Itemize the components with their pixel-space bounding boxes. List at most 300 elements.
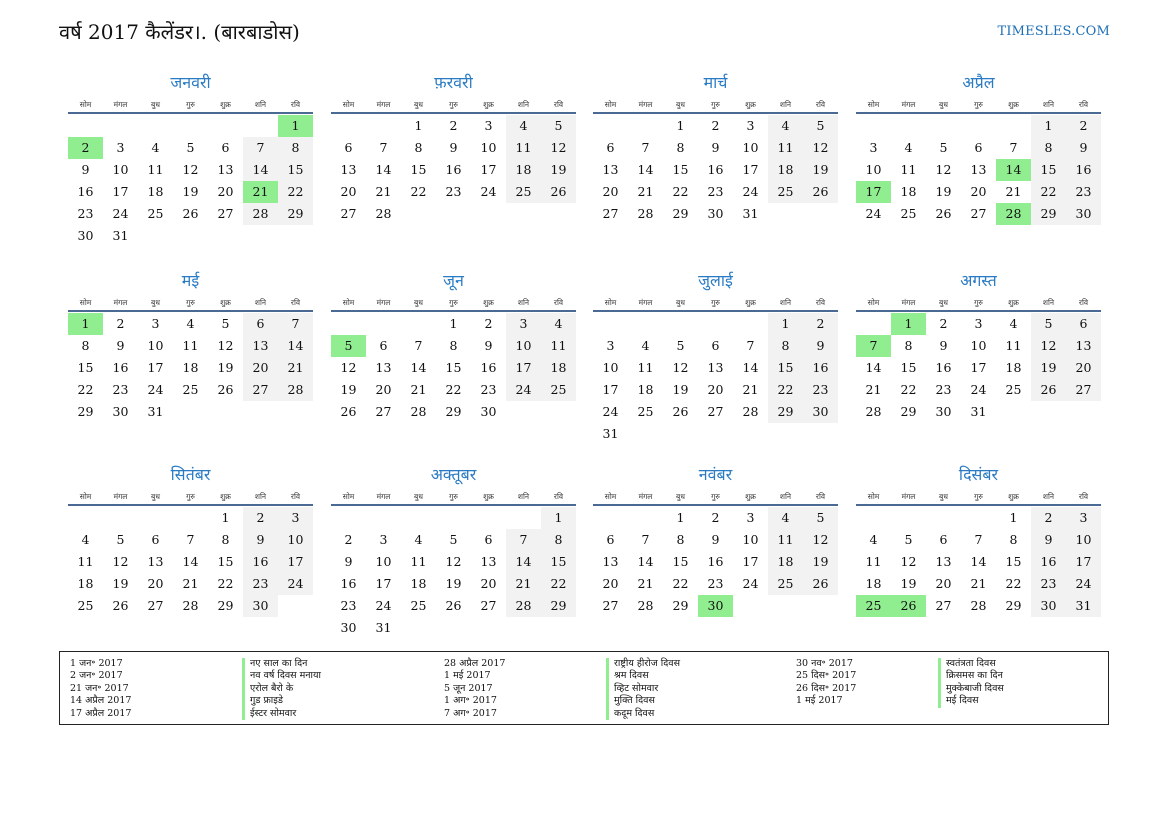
weekday-label: शुक्र: [1008, 298, 1019, 307]
day-cell: 17: [278, 551, 313, 573]
weekday-label: बुध: [939, 298, 948, 307]
legend-names-col-3: [938, 658, 1004, 708]
day-cell: 24: [375, 598, 392, 613]
empty-cell: [208, 115, 243, 137]
weekday-label: शनि: [1042, 298, 1055, 307]
month-title: अगस्त: [960, 271, 997, 290]
month-block: [68, 270, 313, 423]
weekday-label: बुध: [151, 492, 160, 501]
weekday-label: गुरु: [711, 492, 720, 501]
day-cell: 13: [602, 554, 619, 569]
day-cell: 2: [116, 316, 125, 331]
day-cell: 11: [182, 338, 199, 353]
weekday-label: रवि: [1078, 492, 1089, 501]
day-cell: 14: [970, 554, 987, 569]
day-cell: 23: [707, 184, 724, 199]
day-cell: 24: [602, 404, 619, 419]
month-title: अप्रैल: [962, 73, 995, 92]
day-cell: 8: [81, 338, 90, 353]
day-cell: 26: [445, 598, 462, 613]
weekday-label: रवि: [553, 492, 564, 501]
day-cell: 1: [278, 115, 313, 137]
weekday-label: शुक्र: [745, 298, 756, 307]
weekday-label: मंगल: [901, 100, 916, 109]
day-cell: 5: [541, 115, 576, 137]
day-cell: 26: [1031, 379, 1066, 401]
day-cell: 14: [865, 360, 882, 375]
day-cell: 22: [672, 184, 689, 199]
day-grid: [856, 507, 1101, 617]
day-cell: 13: [1066, 335, 1101, 357]
day-cell: 21: [637, 576, 654, 591]
day-cell: 25: [541, 379, 576, 401]
day-cell: 3: [506, 313, 541, 335]
day-cell: 29: [217, 598, 234, 613]
day-grid: [856, 115, 1101, 225]
day-cell: 3: [746, 510, 755, 525]
month-title: जनवरी: [170, 73, 211, 92]
holiday-date: 25 दिस॰ 2017: [796, 670, 857, 682]
day-cell: 7: [856, 335, 891, 357]
weekday-label: शनि: [517, 298, 530, 307]
day-cell: 17: [742, 162, 759, 177]
empty-cell: [628, 115, 663, 137]
day-cell: 5: [449, 532, 458, 547]
day-cell: 14: [637, 162, 654, 177]
day-cell: 17: [375, 576, 392, 591]
empty-cell: [401, 313, 436, 335]
weekday-label: शुक्र: [220, 492, 231, 501]
day-cell: 27: [147, 598, 164, 613]
holiday-date: 26 दिस॰ 2017: [796, 682, 857, 694]
day-cell: 17: [742, 554, 759, 569]
day-cell: 23: [243, 573, 278, 595]
day-grid: [856, 313, 1101, 423]
weekday-label: बुध: [676, 100, 685, 109]
weekday-header: [68, 490, 313, 506]
day-cell: 3: [116, 140, 125, 155]
day-cell: 6: [606, 140, 615, 155]
day-cell: 6: [344, 140, 353, 155]
legend-dates-col-3: [796, 658, 856, 708]
day-cell: 20: [217, 184, 234, 199]
day-cell: 26: [803, 181, 838, 203]
day-cell: 16: [112, 360, 129, 375]
weekday-label: गुरु: [186, 492, 195, 501]
day-grid: [331, 313, 576, 423]
weekday-label: रवि: [815, 492, 826, 501]
month-block: [856, 270, 1101, 423]
day-cell: 24: [147, 382, 164, 397]
legend-dates-col-1: [70, 658, 131, 720]
day-cell: 21: [970, 576, 987, 591]
day-cell: 14: [182, 554, 199, 569]
day-cell: 8: [221, 532, 230, 547]
weekday-label: बुध: [939, 492, 948, 501]
day-cell: 19: [112, 576, 129, 591]
weekday-label: शनि: [254, 492, 267, 501]
day-cell: 2: [1066, 115, 1101, 137]
day-cell: 28: [410, 404, 427, 419]
weekday-label: मंगल: [376, 100, 391, 109]
day-cell: 5: [221, 316, 230, 331]
weekday-label: मंगल: [113, 298, 128, 307]
day-cell: 18: [865, 576, 882, 591]
day-cell: 26: [340, 404, 357, 419]
day-cell: 9: [939, 338, 948, 353]
day-cell: 2: [344, 532, 353, 547]
day-cell: 11: [147, 162, 164, 177]
month-block: [68, 464, 313, 617]
day-cell: 30: [77, 228, 94, 243]
day-cell: 10: [865, 162, 882, 177]
day-cell: 15: [410, 162, 427, 177]
day-cell: 3: [379, 532, 388, 547]
weekday-label: बुध: [414, 492, 423, 501]
day-cell: 14: [996, 159, 1031, 181]
day-cell: 12: [900, 554, 917, 569]
weekday-label: रवि: [290, 100, 301, 109]
holiday-date: 1 जन॰ 2017: [70, 658, 123, 669]
day-cell: 22: [445, 382, 462, 397]
empty-cell: [733, 313, 768, 335]
day-cell: 31: [112, 228, 129, 243]
day-cell: 5: [116, 532, 125, 547]
month-title: अक्तूबर: [430, 465, 477, 484]
day-cell: 23: [77, 206, 94, 221]
day-cell: 14: [506, 551, 541, 573]
holiday-date: 2 जन॰ 2017: [70, 670, 123, 682]
day-cell: 19: [900, 576, 917, 591]
day-cell: 11: [541, 335, 576, 357]
day-cell: 29: [672, 598, 689, 613]
day-cell: 4: [768, 115, 803, 137]
day-cell: 30: [1031, 595, 1066, 617]
day-grid: [68, 507, 313, 617]
holiday-date: 30 नव॰ 2017: [796, 658, 853, 669]
day-cell: 7: [278, 313, 313, 335]
month-block: [593, 464, 838, 617]
month-title: जून: [443, 271, 464, 290]
day-cell: 23: [1066, 181, 1101, 203]
weekday-label: सोम: [867, 100, 880, 109]
day-cell: 20: [602, 576, 619, 591]
day-cell: 1: [541, 507, 576, 529]
day-cell: 20: [1066, 357, 1101, 379]
day-cell: 21: [375, 184, 392, 199]
site-link[interactable]: TIMESLES.COM: [997, 24, 1110, 39]
day-cell: 29: [445, 404, 462, 419]
weekday-label: शनि: [779, 492, 792, 501]
day-cell: 8: [414, 140, 423, 155]
day-cell: 2: [939, 316, 948, 331]
day-cell: 22: [217, 576, 234, 591]
day-cell: 6: [379, 338, 388, 353]
day-cell: 21: [742, 382, 759, 397]
holiday-name: श्रम दिवस: [606, 670, 680, 682]
day-cell: 10: [742, 140, 759, 155]
day-cell: 23: [1031, 573, 1066, 595]
day-cell: 19: [803, 159, 838, 181]
weekday-label: रवि: [290, 298, 301, 307]
day-cell: 15: [1005, 554, 1022, 569]
day-grid: [593, 115, 838, 225]
day-cell: 29: [77, 404, 94, 419]
day-cell: 8: [768, 335, 803, 357]
weekday-label: सोम: [79, 298, 92, 307]
day-cell: 21: [1005, 184, 1022, 199]
day-cell: 20: [970, 184, 987, 199]
day-cell: 18: [900, 184, 917, 199]
day-cell: 25: [410, 598, 427, 613]
day-cell: 25: [1005, 382, 1022, 397]
day-cell: 2: [803, 313, 838, 335]
day-cell: 16: [935, 360, 952, 375]
month-block: [331, 72, 576, 225]
weekday-label: शुक्र: [483, 298, 494, 307]
weekday-label: शुक्र: [220, 100, 231, 109]
day-cell: 16: [77, 184, 94, 199]
weekday-label: सोम: [867, 492, 880, 501]
day-cell: 7: [641, 140, 650, 155]
day-cell: 6: [711, 338, 720, 353]
day-cell: 12: [803, 529, 838, 551]
day-cell: 2: [449, 118, 458, 133]
day-cell: 13: [480, 554, 497, 569]
empty-cell: [173, 115, 208, 137]
day-cell: 14: [637, 554, 654, 569]
day-cell: 26: [803, 573, 838, 595]
day-cell: 4: [904, 140, 913, 155]
day-cell: 4: [768, 507, 803, 529]
day-cell: 28: [182, 598, 199, 613]
weekday-label: रवि: [553, 100, 564, 109]
weekday-label: शुक्र: [220, 298, 231, 307]
holiday-name: कदूम दिवस: [606, 708, 680, 720]
weekday-label: शुक्र: [1008, 492, 1019, 501]
day-cell: 6: [243, 313, 278, 335]
day-cell: 22: [768, 379, 803, 401]
day-cell: 5: [1031, 313, 1066, 335]
day-cell: 28: [637, 206, 654, 221]
empty-cell: [593, 507, 628, 529]
empty-cell: [961, 507, 996, 529]
day-cell: 30: [935, 404, 952, 419]
day-cell: 15: [768, 357, 803, 379]
empty-cell: [366, 115, 401, 137]
day-cell: 27: [1066, 379, 1101, 401]
weekday-label: गुरु: [974, 100, 983, 109]
day-cell: 30: [340, 620, 357, 635]
day-cell: 12: [445, 554, 462, 569]
weekday-label: सोम: [867, 298, 880, 307]
holiday-name: नव वर्ष दिवस मनाया: [242, 670, 321, 682]
day-cell: 31: [742, 206, 759, 221]
day-cell: 19: [1031, 357, 1066, 379]
day-cell: 19: [445, 576, 462, 591]
day-cell: 31: [602, 426, 619, 441]
empty-cell: [663, 313, 698, 335]
day-cell: 18: [541, 357, 576, 379]
day-cell: 8: [449, 338, 458, 353]
weekday-label: शुक्र: [1008, 100, 1019, 109]
empty-cell: [926, 507, 961, 529]
day-cell: 28: [278, 379, 313, 401]
day-cell: 14: [410, 360, 427, 375]
day-cell: 19: [182, 184, 199, 199]
day-cell: 26: [112, 598, 129, 613]
day-cell: 13: [340, 162, 357, 177]
day-cell: 4: [186, 316, 195, 331]
day-cell: 22: [541, 573, 576, 595]
day-cell: 1: [449, 316, 458, 331]
day-cell: 27: [480, 598, 497, 613]
month-title: सितंबर: [170, 465, 211, 484]
empty-cell: [366, 507, 401, 529]
day-cell: 15: [278, 159, 313, 181]
day-cell: 1: [891, 313, 926, 335]
day-cell: 15: [445, 360, 462, 375]
day-cell: 7: [1009, 140, 1018, 155]
day-cell: 23: [445, 184, 462, 199]
weekday-header: [331, 490, 576, 506]
weekday-label: बुध: [414, 100, 423, 109]
day-cell: 7: [414, 338, 423, 353]
day-cell: 11: [768, 137, 803, 159]
day-cell: 26: [935, 206, 952, 221]
day-cell: 19: [672, 382, 689, 397]
day-cell: 4: [414, 532, 423, 547]
day-cell: 25: [900, 206, 917, 221]
day-cell: 1: [221, 510, 230, 525]
day-cell: 11: [506, 137, 541, 159]
weekday-label: मंगल: [376, 492, 391, 501]
empty-cell: [366, 313, 401, 335]
weekday-label: बुध: [151, 100, 160, 109]
day-cell: 12: [182, 162, 199, 177]
empty-cell: [698, 313, 733, 335]
weekday-label: शनि: [254, 298, 267, 307]
holiday-name: गुड फ्राइडे: [242, 695, 321, 707]
holiday-date: 28 अप्रैल 2017: [444, 658, 506, 669]
holiday-name: मुक्ति दिवस: [606, 695, 680, 707]
day-cell: 24: [970, 382, 987, 397]
day-cell: 3: [484, 118, 493, 133]
day-cell: 4: [641, 338, 650, 353]
day-cell: 2: [1031, 507, 1066, 529]
empty-cell: [628, 507, 663, 529]
weekday-label: शनि: [1042, 100, 1055, 109]
day-cell: 10: [480, 140, 497, 155]
day-cell: 15: [217, 554, 234, 569]
day-cell: 2: [243, 507, 278, 529]
day-cell: 25: [637, 404, 654, 419]
empty-cell: [331, 507, 366, 529]
empty-cell: [891, 115, 926, 137]
day-cell: 17: [506, 357, 541, 379]
day-cell: 11: [77, 554, 94, 569]
day-cell: 4: [151, 140, 160, 155]
weekday-label: गुरु: [449, 100, 458, 109]
day-cell: 9: [1066, 137, 1101, 159]
day-cell: 29: [1031, 203, 1066, 225]
day-cell: 24: [278, 573, 313, 595]
day-cell: 7: [974, 532, 983, 547]
day-cell: 28: [637, 598, 654, 613]
day-cell: 8: [676, 140, 685, 155]
day-cell: 14: [243, 159, 278, 181]
holiday-date: 21 जन॰ 2017: [70, 682, 129, 694]
weekday-label: बुध: [151, 298, 160, 307]
day-cell: 31: [147, 404, 164, 419]
day-cell: 19: [935, 184, 952, 199]
day-cell: 23: [340, 598, 357, 613]
day-cell: 27: [602, 206, 619, 221]
day-cell: 31: [375, 620, 392, 635]
day-cell: 23: [480, 382, 497, 397]
day-cell: 16: [340, 576, 357, 591]
day-cell: 11: [637, 360, 654, 375]
day-cell: 19: [541, 159, 576, 181]
day-cell: 3: [1066, 507, 1101, 529]
day-cell: 27: [375, 404, 392, 419]
day-cell: 14: [278, 335, 313, 357]
day-cell: 10: [742, 532, 759, 547]
day-cell: 15: [541, 551, 576, 573]
day-cell: 9: [484, 338, 493, 353]
day-cell: 29: [1005, 598, 1022, 613]
holiday-name: एरोल बैरो के: [242, 683, 321, 695]
holiday-name: स्वतंत्रता दिवस: [938, 658, 1004, 670]
day-cell: 4: [81, 532, 90, 547]
day-cell: 20: [602, 184, 619, 199]
day-grid: [593, 507, 838, 617]
day-cell: 4: [869, 532, 878, 547]
day-cell: 9: [116, 338, 125, 353]
weekday-label: सोम: [604, 492, 617, 501]
day-cell: 28: [506, 595, 541, 617]
day-cell: 16: [480, 360, 497, 375]
legend-names-col-2: [606, 658, 680, 720]
day-cell: 30: [803, 401, 838, 423]
empty-cell: [593, 115, 628, 137]
day-cell: 18: [1005, 360, 1022, 375]
empty-cell: [331, 313, 366, 335]
day-cell: 11: [865, 554, 882, 569]
day-cell: 6: [974, 140, 983, 155]
day-cell: 25: [182, 382, 199, 397]
day-cell: 16: [243, 551, 278, 573]
empty-cell: [331, 115, 366, 137]
day-cell: 22: [410, 184, 427, 199]
day-cell: 27: [602, 598, 619, 613]
day-cell: 29: [278, 203, 313, 225]
empty-cell: [593, 313, 628, 335]
day-cell: 17: [112, 184, 129, 199]
day-cell: 7: [379, 140, 388, 155]
day-cell: 3: [606, 338, 615, 353]
weekday-label: शुक्र: [745, 100, 756, 109]
day-cell: 23: [935, 382, 952, 397]
day-cell: 6: [606, 532, 615, 547]
weekday-label: सोम: [79, 100, 92, 109]
day-cell: 22: [1031, 181, 1066, 203]
weekday-label: शुक्र: [483, 492, 494, 501]
day-cell: 10: [602, 360, 619, 375]
day-cell: 13: [375, 360, 392, 375]
day-cell: 3: [278, 507, 313, 529]
month-block: [331, 464, 576, 639]
